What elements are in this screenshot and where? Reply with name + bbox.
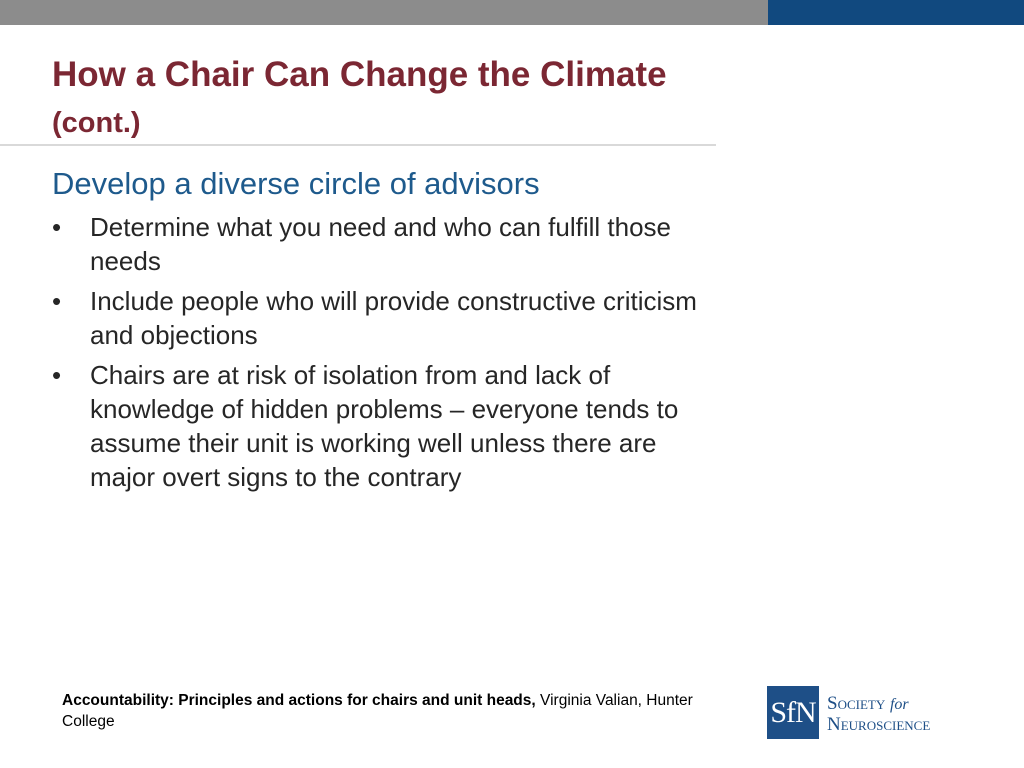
slide-title xyxy=(52,52,712,146)
sfn-logo-mark: SfN xyxy=(767,686,819,739)
bullet-text: Include people who will provide constructive criticism and objections xyxy=(90,286,697,350)
top-bar-gray xyxy=(0,0,768,25)
citation-author: Virginia Valian, Hunter College xyxy=(62,692,693,730)
bullet-icon: • xyxy=(52,360,62,390)
citation-title: Accountability: Principles and actions for chairs and unit heads, xyxy=(62,692,536,709)
bullet-text: Determine what you need and who can fulfill those needs xyxy=(90,212,672,276)
bullet-item xyxy=(52,284,712,352)
section-subheading: Develop a diverse circle of advisors xyxy=(52,166,540,201)
bullet-icon: • xyxy=(52,286,62,316)
footer-citation xyxy=(62,690,722,732)
bullet-text: Chairs are at risk of isolation from and lack of knowledge of hidden problems – everyone tends to assume their unit is working well unless there are major overt signs to the contrary xyxy=(90,360,679,492)
sfn-logo-line1 xyxy=(827,694,930,715)
sfn-logo xyxy=(767,686,967,740)
top-bar-blue xyxy=(768,0,1024,25)
bullet-list xyxy=(52,210,712,500)
bullet-icon: • xyxy=(52,212,62,242)
sfn-logo-line2: Neuroscience xyxy=(827,714,931,735)
sfn-logo-text xyxy=(827,694,930,735)
slide-title-suffix: (cont.) xyxy=(52,107,141,139)
slide-title-main: How a Chair Can Change the Climate xyxy=(52,55,667,94)
sfn-logo-for: for xyxy=(889,696,909,713)
bullet-item xyxy=(52,358,712,494)
sfn-logo-society: Society xyxy=(827,693,886,714)
title-divider xyxy=(0,144,716,146)
bullet-item xyxy=(52,210,712,278)
